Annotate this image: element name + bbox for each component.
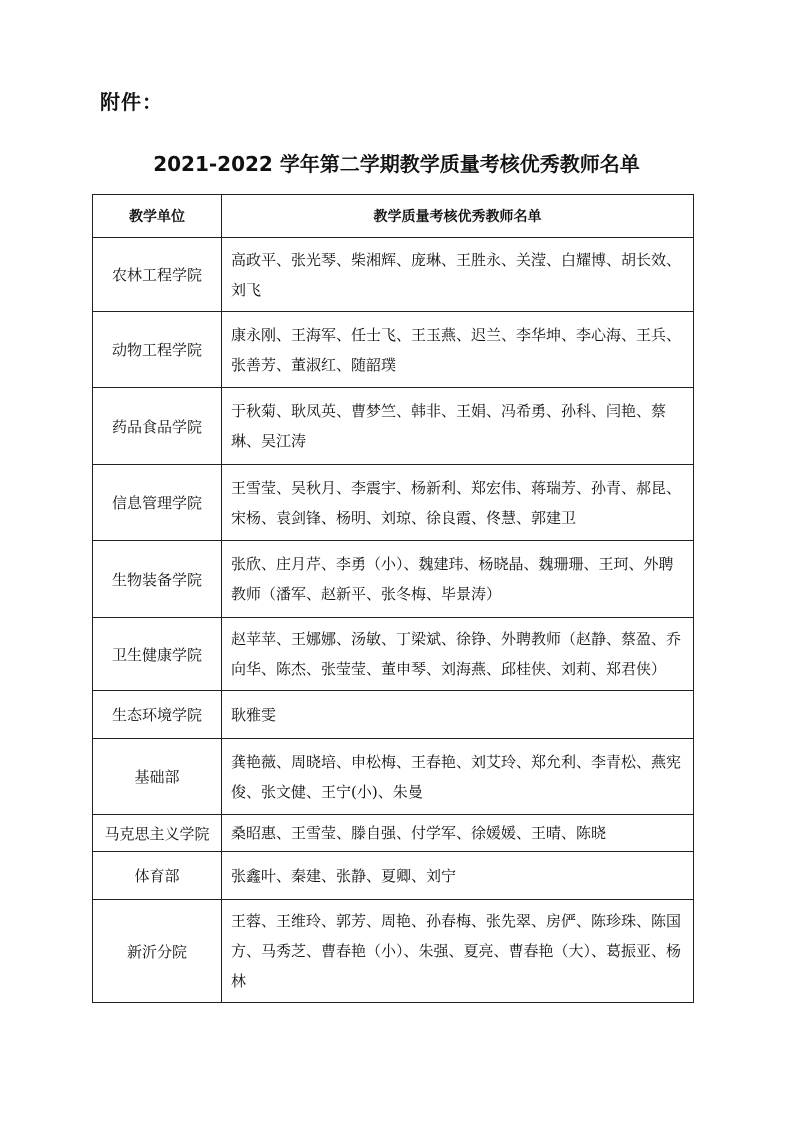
unit-cell: 基础部 bbox=[93, 739, 222, 815]
unit-cell: 卫生健康学院 bbox=[93, 618, 222, 691]
unit-cell: 生态环境学院 bbox=[93, 691, 222, 739]
table-row bbox=[93, 541, 694, 618]
document-title: 2021-2022 学年第二学期教学质量考核优秀教师名单 bbox=[153, 152, 640, 176]
header-unit: 教学单位 bbox=[93, 195, 222, 238]
table-row bbox=[93, 900, 694, 1003]
names-cell: 王雪莹、吴秋月、李震宇、杨新利、郑宏伟、蒋瑞芳、孙青、郝昆、宋杨、袁剑锋、杨明、刘琼、徐良霞、佟慧、郭建卫 bbox=[222, 465, 694, 541]
table-row bbox=[93, 465, 694, 541]
names-cell: 耿雅雯 bbox=[222, 691, 694, 739]
table-row bbox=[93, 618, 694, 691]
names-cell: 于秋菊、耿凤英、曹梦竺、韩非、王娟、冯希勇、孙科、闫艳、蔡琳、吴江涛 bbox=[222, 388, 694, 465]
names-cell: 龚艳薇、周晓培、申松梅、王春艳、刘艾玲、郑允利、李青松、燕宪俊、张文健、王宁(小)、朱曼 bbox=[222, 739, 694, 815]
unit-cell: 信息管理学院 bbox=[93, 465, 222, 541]
names-cell: 张欣、庄月芹、李勇（小）、魏建玮、杨晓晶、魏珊珊、王珂、外聘教师（潘军、赵新平、张冬梅、毕景涛） bbox=[222, 541, 694, 618]
table-row bbox=[93, 238, 694, 312]
unit-cell: 生物装备学院 bbox=[93, 541, 222, 618]
names-cell: 高政平、张光琴、柴湘辉、庞琳、王胜永、关滢、白耀博、胡长效、刘飞 bbox=[222, 238, 694, 312]
header-names: 教学质量考核优秀教师名单 bbox=[222, 195, 694, 238]
unit-cell: 体育部 bbox=[93, 852, 222, 900]
names-cell: 桑昭惠、王雪莹、滕自强、付学军、徐媛媛、王晴、陈晓 bbox=[222, 815, 694, 852]
unit-cell: 动物工程学院 bbox=[93, 312, 222, 388]
names-cell: 康永刚、王海军、任士飞、王玉燕、迟兰、李华坤、李心海、王兵、张善芳、董淑红、随韶璞 bbox=[222, 312, 694, 388]
teacher-list-table bbox=[92, 194, 694, 1003]
unit-cell: 新沂分院 bbox=[93, 900, 222, 1003]
unit-cell: 农林工程学院 bbox=[93, 238, 222, 312]
table-row bbox=[93, 691, 694, 739]
table-row bbox=[93, 312, 694, 388]
table-header-row bbox=[93, 195, 694, 238]
unit-cell: 马克思主义学院 bbox=[93, 815, 222, 852]
names-cell: 王蓉、王维玲、郭芳、周艳、孙春梅、张先翠、房俨、陈珍珠、陈国方、马秀芝、曹春艳（小）、朱强、夏亮、曹春艳（大）、葛振亚、杨林 bbox=[222, 900, 694, 1003]
table-row bbox=[93, 852, 694, 900]
table-row bbox=[93, 388, 694, 465]
names-cell: 赵苹苹、王娜娜、汤敏、丁梁斌、徐铮、外聘教师（赵静、蔡盈、乔向华、陈杰、张莹莹、董申琴、刘海燕、邱桂侠、刘莉、郑君侠） bbox=[222, 618, 694, 691]
unit-cell: 药品食品学院 bbox=[93, 388, 222, 465]
table-row bbox=[93, 815, 694, 852]
names-cell: 张鑫叶、秦建、张静、夏卿、刘宁 bbox=[222, 852, 694, 900]
table-row bbox=[93, 739, 694, 815]
attachment-label: 附件： bbox=[100, 90, 163, 114]
